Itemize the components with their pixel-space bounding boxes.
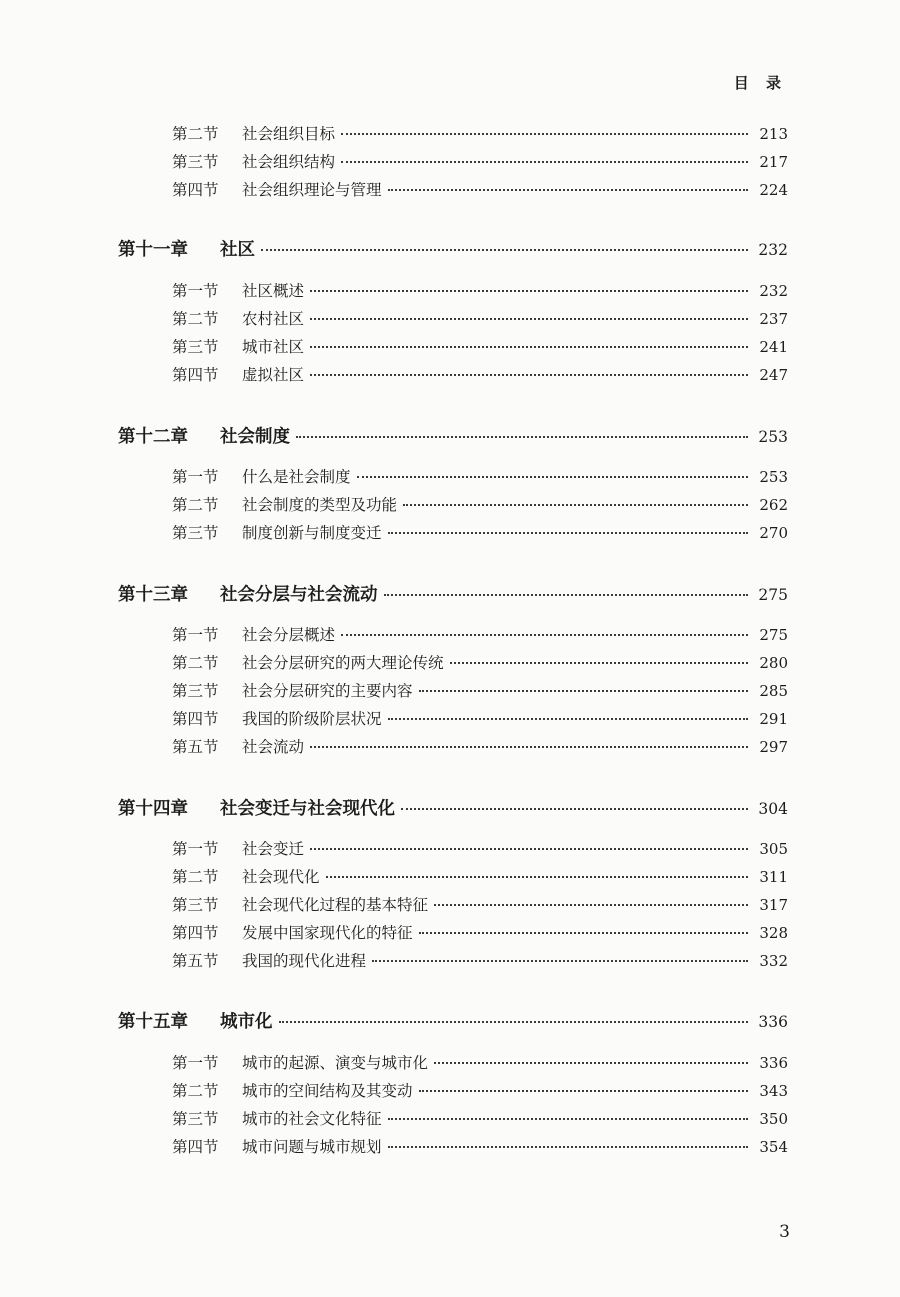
- entry-page-number: 232: [758, 241, 788, 259]
- entry-title: 社会分层研究的主要内容: [242, 682, 413, 700]
- entry-page-number: 354: [759, 1138, 788, 1156]
- dot-leader: [419, 690, 748, 692]
- entry-title: 社会分层与社会流动: [220, 585, 378, 605]
- entry-title: 社会制度的类型及功能: [242, 496, 398, 514]
- dot-leader: [388, 532, 748, 534]
- entry-page-number: 224: [759, 181, 788, 199]
- entry-number: 第二节: [172, 125, 219, 143]
- entry-title: 城市的社会文化特征: [242, 1110, 382, 1128]
- dot-leader: [401, 808, 748, 810]
- entry-title: 社会制度: [220, 427, 290, 447]
- toc-section-entry: [172, 1135, 788, 1159]
- entry-number: 第三节: [172, 896, 219, 914]
- entry-number: 第四节: [172, 366, 219, 384]
- entry-page-number: 262: [759, 496, 788, 514]
- entry-page-number: 237: [759, 310, 788, 328]
- entry-number: 第二节: [172, 310, 219, 328]
- entry-title: 什么是社会制度: [242, 468, 351, 486]
- entry-page-number: 232: [759, 282, 788, 300]
- entry-number: 第十四章: [118, 799, 188, 819]
- entry-number: 第十五章: [118, 1012, 188, 1032]
- dot-leader: [310, 318, 748, 320]
- entry-title: 我国的阶级阶层状况: [242, 710, 382, 728]
- entry-number: 第三节: [172, 338, 219, 356]
- dot-leader: [261, 249, 748, 251]
- entry-page-number: 328: [759, 924, 788, 942]
- entry-number: 第一节: [172, 626, 219, 644]
- entry-title: 社会组织目标: [242, 125, 336, 143]
- entry-page-number: 297: [759, 738, 788, 756]
- page-number: 3: [779, 1222, 790, 1242]
- entry-page-number: 253: [758, 428, 788, 446]
- entry-page-number: 336: [758, 1013, 788, 1031]
- entry-number: 第三节: [172, 1110, 219, 1128]
- entry-number: 第十二章: [118, 427, 188, 447]
- entry-title: 社会现代化: [242, 868, 320, 886]
- entry-title: 城市化: [220, 1012, 273, 1032]
- entry-title: 社会现代化过程的基本特征: [242, 896, 429, 914]
- dot-leader: [388, 1146, 748, 1148]
- toc-section-entry: [172, 651, 788, 675]
- entry-number: 第三节: [172, 524, 219, 542]
- entry-page-number: 241: [759, 338, 788, 356]
- dot-leader: [341, 133, 748, 135]
- entry-title: 社区: [220, 240, 255, 260]
- entry-page-number: 336: [759, 1054, 788, 1072]
- dot-leader: [372, 960, 748, 962]
- entry-number: 第一节: [172, 468, 219, 486]
- toc-section-entry: [172, 679, 788, 703]
- entry-page-number: 305: [759, 840, 788, 858]
- toc-section-entry: [172, 1107, 788, 1131]
- dot-leader: [388, 1118, 748, 1120]
- toc-section-entry: [172, 150, 788, 174]
- toc-section-entry: [172, 307, 788, 331]
- toc-section-entry: [172, 122, 788, 146]
- dot-leader: [341, 634, 748, 636]
- entry-title: 城市的空间结构及其变动: [242, 1082, 413, 1100]
- entry-page-number: 343: [759, 1082, 788, 1100]
- entry-number: 第十三章: [118, 585, 188, 605]
- entry-page-number: 270: [759, 524, 788, 542]
- entry-title: 制度创新与制度变迁: [242, 524, 382, 542]
- entry-title: 城市社区: [242, 338, 305, 356]
- entry-title: 社会变迁: [242, 840, 305, 858]
- toc-chapter-entry: [118, 1008, 788, 1036]
- toc-chapter-entry: [118, 581, 788, 609]
- entry-page-number: 332: [759, 952, 788, 970]
- entry-title: 发展中国家现代化的特征: [242, 924, 413, 942]
- dot-leader: [310, 374, 748, 376]
- entry-title: 城市的起源、演变与城市化: [242, 1054, 429, 1072]
- dot-leader: [388, 718, 748, 720]
- entry-number: 第二节: [172, 868, 219, 886]
- entry-page-number: 247: [759, 366, 788, 384]
- entry-number: 第二节: [172, 654, 219, 672]
- entry-title: 社区概述: [242, 282, 305, 300]
- entry-page-number: 275: [758, 586, 788, 604]
- toc-section-entry: [172, 178, 788, 202]
- dot-leader: [326, 876, 748, 878]
- entry-page-number: 280: [759, 654, 788, 672]
- entry-page-number: 253: [759, 468, 788, 486]
- dot-leader: [434, 904, 748, 906]
- entry-number: 第四节: [172, 924, 219, 942]
- running-head: 目 录: [733, 74, 787, 92]
- dot-leader: [384, 594, 749, 596]
- dot-leader: [341, 161, 748, 163]
- entry-title: 城市问题与城市规划: [242, 1138, 382, 1156]
- entry-number: 第二节: [172, 496, 219, 514]
- dot-leader: [388, 189, 748, 191]
- entry-title: 社会分层研究的两大理论传统: [242, 654, 444, 672]
- entry-number: 第一节: [172, 282, 219, 300]
- dot-leader: [296, 436, 748, 438]
- dot-leader: [419, 1090, 748, 1092]
- entry-title: 虚拟社区: [242, 366, 305, 384]
- dot-leader: [419, 932, 748, 934]
- dot-leader: [403, 504, 748, 506]
- toc-chapter-entry: [118, 795, 788, 823]
- dot-leader: [310, 746, 748, 748]
- entry-number: 第二节: [172, 1082, 219, 1100]
- entry-page-number: 304: [758, 800, 788, 818]
- entry-page-number: 285: [759, 682, 788, 700]
- toc-section-entry: [172, 465, 788, 489]
- toc-chapter-entry: [118, 236, 788, 264]
- entry-number: 第三节: [172, 153, 219, 171]
- entry-page-number: 217: [759, 153, 788, 171]
- toc-section-entry: [172, 493, 788, 517]
- entry-number: 第四节: [172, 710, 219, 728]
- dot-leader: [279, 1021, 749, 1023]
- toc-section-entry: [172, 623, 788, 647]
- toc-chapter-entry: [118, 423, 788, 451]
- entry-title: 社会分层概述: [242, 626, 336, 644]
- toc-section-entry: [172, 335, 788, 359]
- entry-title: 社会流动: [242, 738, 305, 756]
- dot-leader: [357, 476, 748, 478]
- entry-number: 第三节: [172, 682, 219, 700]
- entry-title: 社会组织理论与管理: [242, 181, 382, 199]
- dot-leader: [310, 346, 748, 348]
- entry-number: 第一节: [172, 840, 219, 858]
- entry-page-number: 291: [759, 710, 788, 728]
- toc-section-entry: [172, 521, 788, 545]
- entry-number: 第四节: [172, 181, 219, 199]
- entry-title: 农村社区: [242, 310, 305, 328]
- entry-title: 我国的现代化进程: [242, 952, 367, 970]
- toc-section-entry: [172, 949, 788, 973]
- entry-page-number: 350: [759, 1110, 788, 1128]
- toc-section-entry: [172, 1051, 788, 1075]
- toc-section-entry: [172, 837, 788, 861]
- dot-leader: [310, 290, 748, 292]
- entry-page-number: 311: [759, 868, 788, 886]
- dot-leader: [450, 662, 748, 664]
- toc-section-entry: [172, 707, 788, 731]
- entry-title: 社会组织结构: [242, 153, 336, 171]
- dot-leader: [310, 848, 748, 850]
- toc-section-entry: [172, 865, 788, 889]
- entry-title: 社会变迁与社会现代化: [220, 799, 395, 819]
- entry-number: 第一节: [172, 1054, 219, 1072]
- toc-section-entry: [172, 921, 788, 945]
- entry-page-number: 317: [759, 896, 788, 914]
- entry-number: 第四节: [172, 1138, 219, 1156]
- entry-number: 第五节: [172, 738, 219, 756]
- entry-page-number: 275: [759, 626, 788, 644]
- toc-section-entry: [172, 893, 788, 917]
- toc-section-entry: [172, 279, 788, 303]
- entry-page-number: 213: [759, 125, 788, 143]
- entry-number: 第十一章: [118, 240, 188, 260]
- toc-section-entry: [172, 363, 788, 387]
- entry-number: 第五节: [172, 952, 219, 970]
- toc-section-entry: [172, 1079, 788, 1103]
- toc-section-entry: [172, 735, 788, 759]
- dot-leader: [434, 1062, 748, 1064]
